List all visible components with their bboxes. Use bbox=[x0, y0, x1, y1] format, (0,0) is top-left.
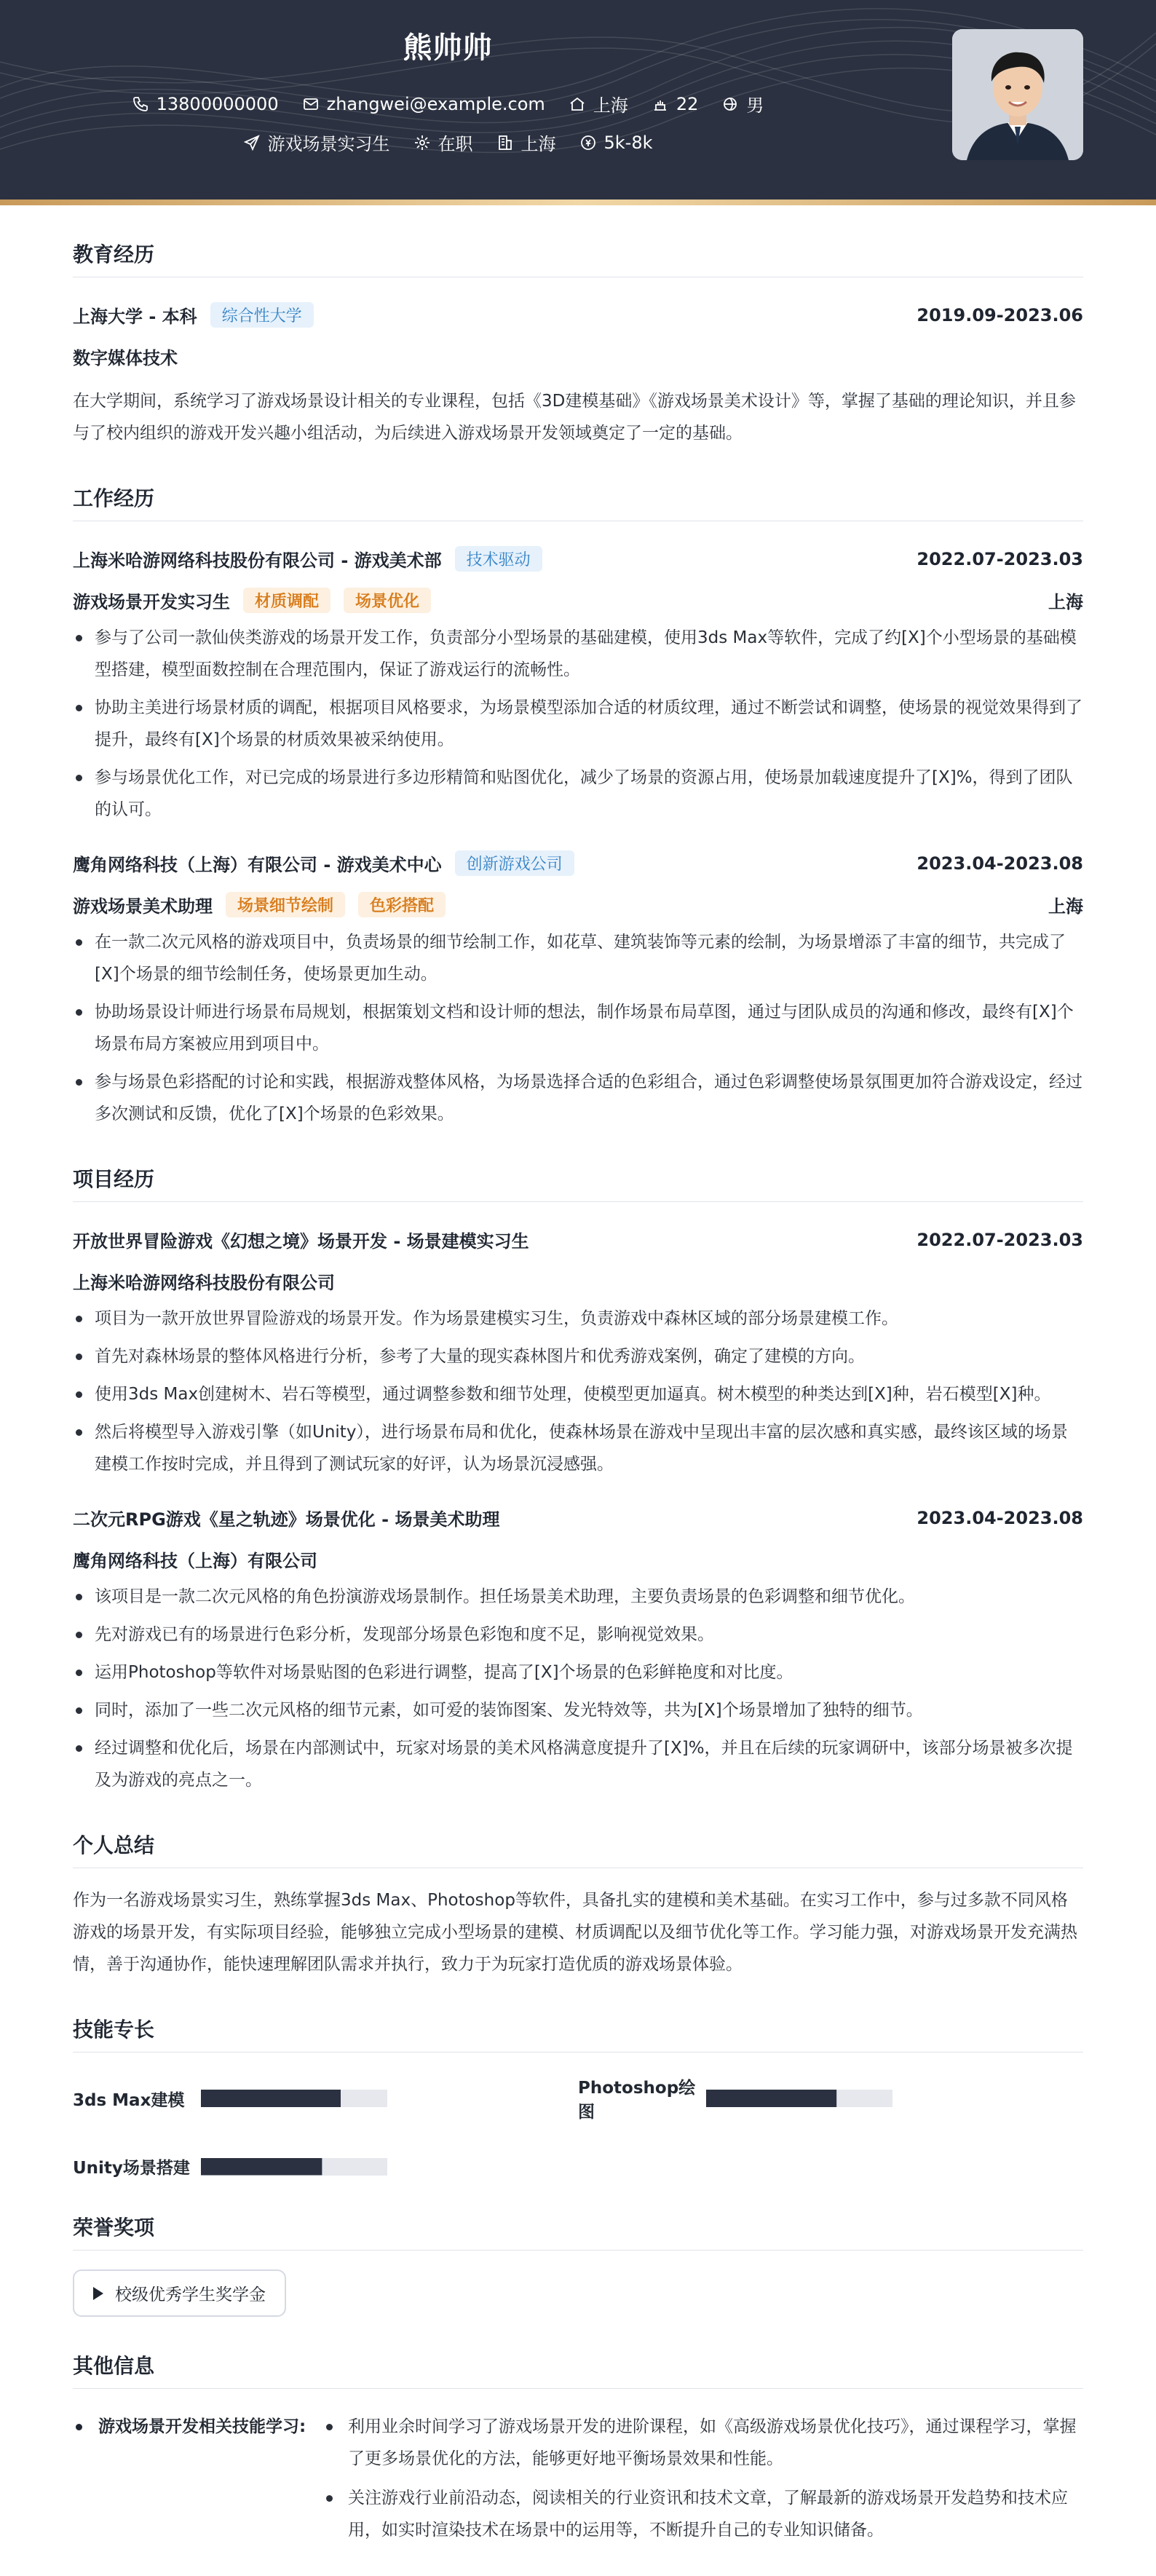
project-date: 2023.04-2023.08 bbox=[917, 1507, 1083, 1528]
honors-section bbox=[73, 2212, 1083, 2317]
work-entry bbox=[73, 850, 1083, 1130]
work-title: 工作经历 bbox=[73, 483, 1083, 521]
avatar bbox=[952, 29, 1083, 160]
other-label-text: 游戏场景开发相关技能学习: bbox=[98, 2417, 306, 2436]
project-company: 鹰角网络科技（上海）有限公司 bbox=[73, 1551, 317, 1571]
salary-info bbox=[579, 133, 653, 153]
skill-item bbox=[73, 2074, 578, 2122]
summary-text: 作为一名游戏场景实习生，熟练掌握3ds Max、Photoshop等软件，具备扎实的建模和美术基础。在实习工作中，参与过多款不同风格游戏的场景开发，有实际项目经验，能够独立完成小型场景的建模、材质调配以及细节优化等工作。学习能力强，对游戏场景开发充满热情，善于沟通协作，能快速理解团队需求并执行，致力于为玩家打造优质的游戏场景体验。 bbox=[73, 1891, 1077, 1974]
job-intent-info bbox=[243, 130, 390, 155]
school-name: 上海大学 - 本科 bbox=[73, 307, 197, 327]
skill-name: 3ds Max建模 bbox=[73, 2090, 185, 2110]
work-location: 上海 bbox=[1048, 896, 1083, 917]
company-tag: 创新游戏公司 bbox=[455, 850, 574, 876]
project-date: 2022.07-2023.03 bbox=[917, 1229, 1083, 1250]
contact-info-row bbox=[0, 91, 895, 116]
skill-bar-fill bbox=[201, 2090, 341, 2107]
gender-icon bbox=[721, 95, 739, 113]
list-item: 同时，添加了一些二次元风格的细节元素，如可爱的装饰图案、发光特效等，共为[X]个场景增加了独特的细节。 bbox=[73, 1694, 1083, 1726]
email-text: zhangwei@example.com bbox=[326, 93, 545, 114]
project-company: 上海米哈游网络科技股份有限公司 bbox=[73, 1273, 335, 1293]
play-triangle-icon bbox=[93, 2287, 103, 2300]
work-bullets bbox=[73, 622, 1083, 826]
mail-icon bbox=[302, 95, 320, 113]
list-item: 在一款二次元风格的游戏项目中，负责场景的细节绘制工作，如花草、建筑装饰等元素的绘制，为场景增添了丰富的细节，共完成了[X]个场景的细节绘制任务，使场景更加生动。 bbox=[73, 926, 1083, 990]
role-tag: 场景优化 bbox=[344, 588, 431, 613]
phone-text: 13800000000 bbox=[156, 93, 279, 114]
salary-text: 5k-8k bbox=[603, 132, 653, 153]
project-section bbox=[73, 1163, 1083, 1796]
skill-item bbox=[73, 2154, 578, 2178]
award-badge bbox=[73, 2269, 286, 2317]
age-text: 22 bbox=[676, 93, 699, 114]
candidate-name: 熊帅帅 bbox=[403, 31, 493, 65]
bullet-dot bbox=[76, 2424, 82, 2430]
send-icon bbox=[243, 134, 261, 151]
work-bullets bbox=[73, 926, 1083, 1130]
project-entry bbox=[73, 1505, 1083, 1796]
other-section bbox=[73, 2350, 1083, 2553]
education-section bbox=[73, 239, 1083, 449]
status-icon bbox=[413, 134, 431, 151]
email-info bbox=[302, 94, 545, 114]
city-info bbox=[569, 91, 628, 116]
avatar-portrait bbox=[952, 29, 1083, 160]
work-location: 上海 bbox=[1048, 592, 1083, 612]
company-name: 上海米哈游网络科技股份有限公司 - 游戏美术部 bbox=[73, 550, 442, 571]
list-item: 项目为一款开放世界冒险游戏的场景开发。作为场景建模实习生，负责游戏中森林区域的部分场景建模工作。 bbox=[73, 1303, 1083, 1335]
list-item: 协助主美进行场景材质的调配，根据项目风格要求，为场景模型添加合适的材质纹理，通过不断尝试和调整，使场景的视觉效果得到了提升，最终有[X]个场景的材质效果被采纳使用。 bbox=[73, 692, 1083, 756]
skills-section bbox=[73, 2014, 1083, 2178]
gender-text: 男 bbox=[746, 95, 764, 116]
resume-header bbox=[0, 0, 1156, 205]
role-tag: 场景细节绘制 bbox=[226, 892, 345, 917]
list-item: 参与场景色彩搭配的讨论和实践，根据游戏整体风格，为场景选择合适的色彩组合，通过色彩调整使场景氛围更加符合游戏设定，经过多次测试和反馈，优化了[X]个场景的色彩效果。 bbox=[73, 1066, 1083, 1130]
education-description: 在大学期间，系统学习了游戏场景设计相关的专业课程，包括《3D建模基础》《游戏场景美术设计》等，掌握了基础的理论知识，并且参与了校内组织的游戏开发兴趣小组活动，为后续进入游戏场景开发领域奠定了一定的基础。 bbox=[73, 392, 1076, 443]
list-item: 使用3ds Max创建树木、岩石等模型，通过调整参数和细节处理，使模型更加逼真。树木模型的种类达到[X]种，岩石模型[X]种。 bbox=[73, 1378, 1083, 1410]
age-info bbox=[652, 94, 699, 114]
project-title: 项目经历 bbox=[73, 1163, 1083, 1202]
school-tag: 综合性大学 bbox=[210, 302, 314, 328]
skill-bar bbox=[201, 2090, 387, 2107]
salary-icon bbox=[579, 134, 597, 151]
education-entry bbox=[73, 302, 1083, 449]
job-status-info bbox=[413, 130, 473, 155]
skill-bar-fill bbox=[706, 2090, 836, 2107]
role-name: 游戏场景美术助理 bbox=[73, 896, 213, 917]
other-label bbox=[73, 2411, 320, 2553]
phone-icon bbox=[132, 95, 149, 113]
list-item: 关注游戏行业前沿动态，阅读相关的行业资讯和技术文章，了解最新的游戏场景开发趋势和技术应用，如实时渲染技术在场景中的运用等，不断提升自己的专业知识储备。 bbox=[320, 2482, 1083, 2546]
skill-item bbox=[578, 2074, 1083, 2122]
list-item: 该项目是一款二次元风格的角色扮演游戏场景制作。担任场景美术助理，主要负责场景的色彩调整和细节优化。 bbox=[73, 1581, 1083, 1613]
list-item: 首先对森林场景的整体风格进行分析，参考了大量的现实森林图片和优秀游戏案例，确定了建模的方向。 bbox=[73, 1340, 1083, 1372]
project-name: 二次元RPG游戏《星之轨迹》场景优化 - 场景美术助理 bbox=[73, 1509, 500, 1530]
home-icon bbox=[569, 95, 586, 113]
list-item: 运用Photoshop等软件对场景贴图的色彩进行调整，提高了[X]个场景的色彩鲜艳度和对比度。 bbox=[73, 1656, 1083, 1688]
list-item: 参与了公司一款仙侠类游戏的场景开发工作，负责部分小型场景的基础建模，使用3ds Max等软件，完成了约[X]个小型场景的基础模型搭建，模型面数控制在合理范围内，保证了游戏运行的流畅性。 bbox=[73, 622, 1083, 686]
work-entry bbox=[73, 546, 1083, 826]
skill-bar-fill bbox=[201, 2158, 322, 2176]
other-entry bbox=[73, 2411, 1083, 2553]
project-entry bbox=[73, 1227, 1083, 1480]
role-tag: 材质调配 bbox=[243, 588, 330, 613]
skill-name: Unity场景搭建 bbox=[73, 2159, 190, 2178]
skills-grid bbox=[73, 2074, 1083, 2178]
skill-name: Photoshop绘图 bbox=[578, 2079, 696, 2122]
project-bullets bbox=[73, 1303, 1083, 1480]
skills-title: 技能专长 bbox=[73, 2014, 1083, 2052]
summary-section bbox=[73, 1830, 1083, 1980]
building-icon bbox=[496, 134, 514, 151]
summary-title: 个人总结 bbox=[73, 1830, 1083, 1868]
major-name: 数字媒体技术 bbox=[73, 348, 178, 368]
list-item: 协助场景设计师进行场景布局规划，根据策划文档和设计师的想法，制作场景布局草图，通过与团队成员的沟通和修改，最终有[X]个场景布局方案被应用到项目中。 bbox=[73, 996, 1083, 1060]
work-city-text: 上海 bbox=[520, 134, 556, 154]
honors-title: 荣誉奖项 bbox=[73, 2212, 1083, 2251]
company-tag: 技术驱动 bbox=[455, 546, 542, 572]
education-title: 教育经历 bbox=[73, 239, 1083, 277]
project-name: 开放世界冒险游戏《幻想之境》场景开发 - 场景建模实习生 bbox=[73, 1231, 529, 1252]
list-item: 利用业余时间学习了游戏场景开发的进阶课程，如《高级游戏场景优化技巧》，通过课程学习，掌握了更多场景优化的方法，能够更好地平衡场景效果和性能。 bbox=[320, 2411, 1083, 2475]
list-item: 参与场景优化工作，对已完成的场景进行多边形精简和贴图优化，减少了场景的资源占用，使场景加载速度提升了[X]%，得到了团队的认可。 bbox=[73, 762, 1083, 826]
project-bullets bbox=[73, 1581, 1083, 1796]
city-text: 上海 bbox=[593, 95, 628, 116]
other-title: 其他信息 bbox=[73, 2350, 1083, 2389]
skill-bar bbox=[201, 2158, 387, 2176]
education-date: 2019.09-2023.06 bbox=[917, 304, 1083, 325]
work-date: 2023.04-2023.08 bbox=[917, 853, 1083, 874]
list-item: 先对游戏已有的场景进行色彩分析，发现部分场景色彩饱和度不足，影响视觉效果。 bbox=[73, 1619, 1083, 1651]
job-status-text: 在职 bbox=[438, 134, 473, 154]
job-intent-text: 游戏场景实习生 bbox=[267, 134, 390, 154]
header-gold-stripe bbox=[0, 199, 1156, 205]
role-tag: 色彩搭配 bbox=[358, 892, 446, 917]
company-name: 鹰角网络科技（上海）有限公司 - 游戏美术中心 bbox=[73, 855, 442, 875]
resume-body bbox=[73, 205, 1083, 2553]
gender-info bbox=[721, 91, 764, 116]
work-date: 2022.07-2023.03 bbox=[917, 548, 1083, 569]
role-name: 游戏场景开发实习生 bbox=[73, 592, 230, 612]
list-item: 然后将模型导入游戏引擎（如Unity），进行场景布局和优化，使森林场景在游戏中呈现出丰富的层次感和真实感，最终该区域的场景建模工作按时完成，并且得到了测试玩家的好评，认为场景沉浸感强。 bbox=[73, 1416, 1083, 1480]
work-city-info bbox=[496, 130, 556, 155]
phone-info bbox=[132, 94, 279, 114]
work-section bbox=[73, 483, 1083, 1130]
award-name: 校级优秀学生奖学金 bbox=[115, 2285, 266, 2304]
skill-bar bbox=[706, 2090, 892, 2107]
job-info-row bbox=[0, 130, 895, 155]
age-icon bbox=[652, 95, 669, 113]
other-list bbox=[320, 2411, 1083, 2553]
list-item: 经过调整和优化后，场景在内部测试中，玩家对场景的美术风格满意度提升了[X]%，并且在后续的玩家调研中，该部分场景被多次提及为游戏的亮点之一。 bbox=[73, 1732, 1083, 1796]
